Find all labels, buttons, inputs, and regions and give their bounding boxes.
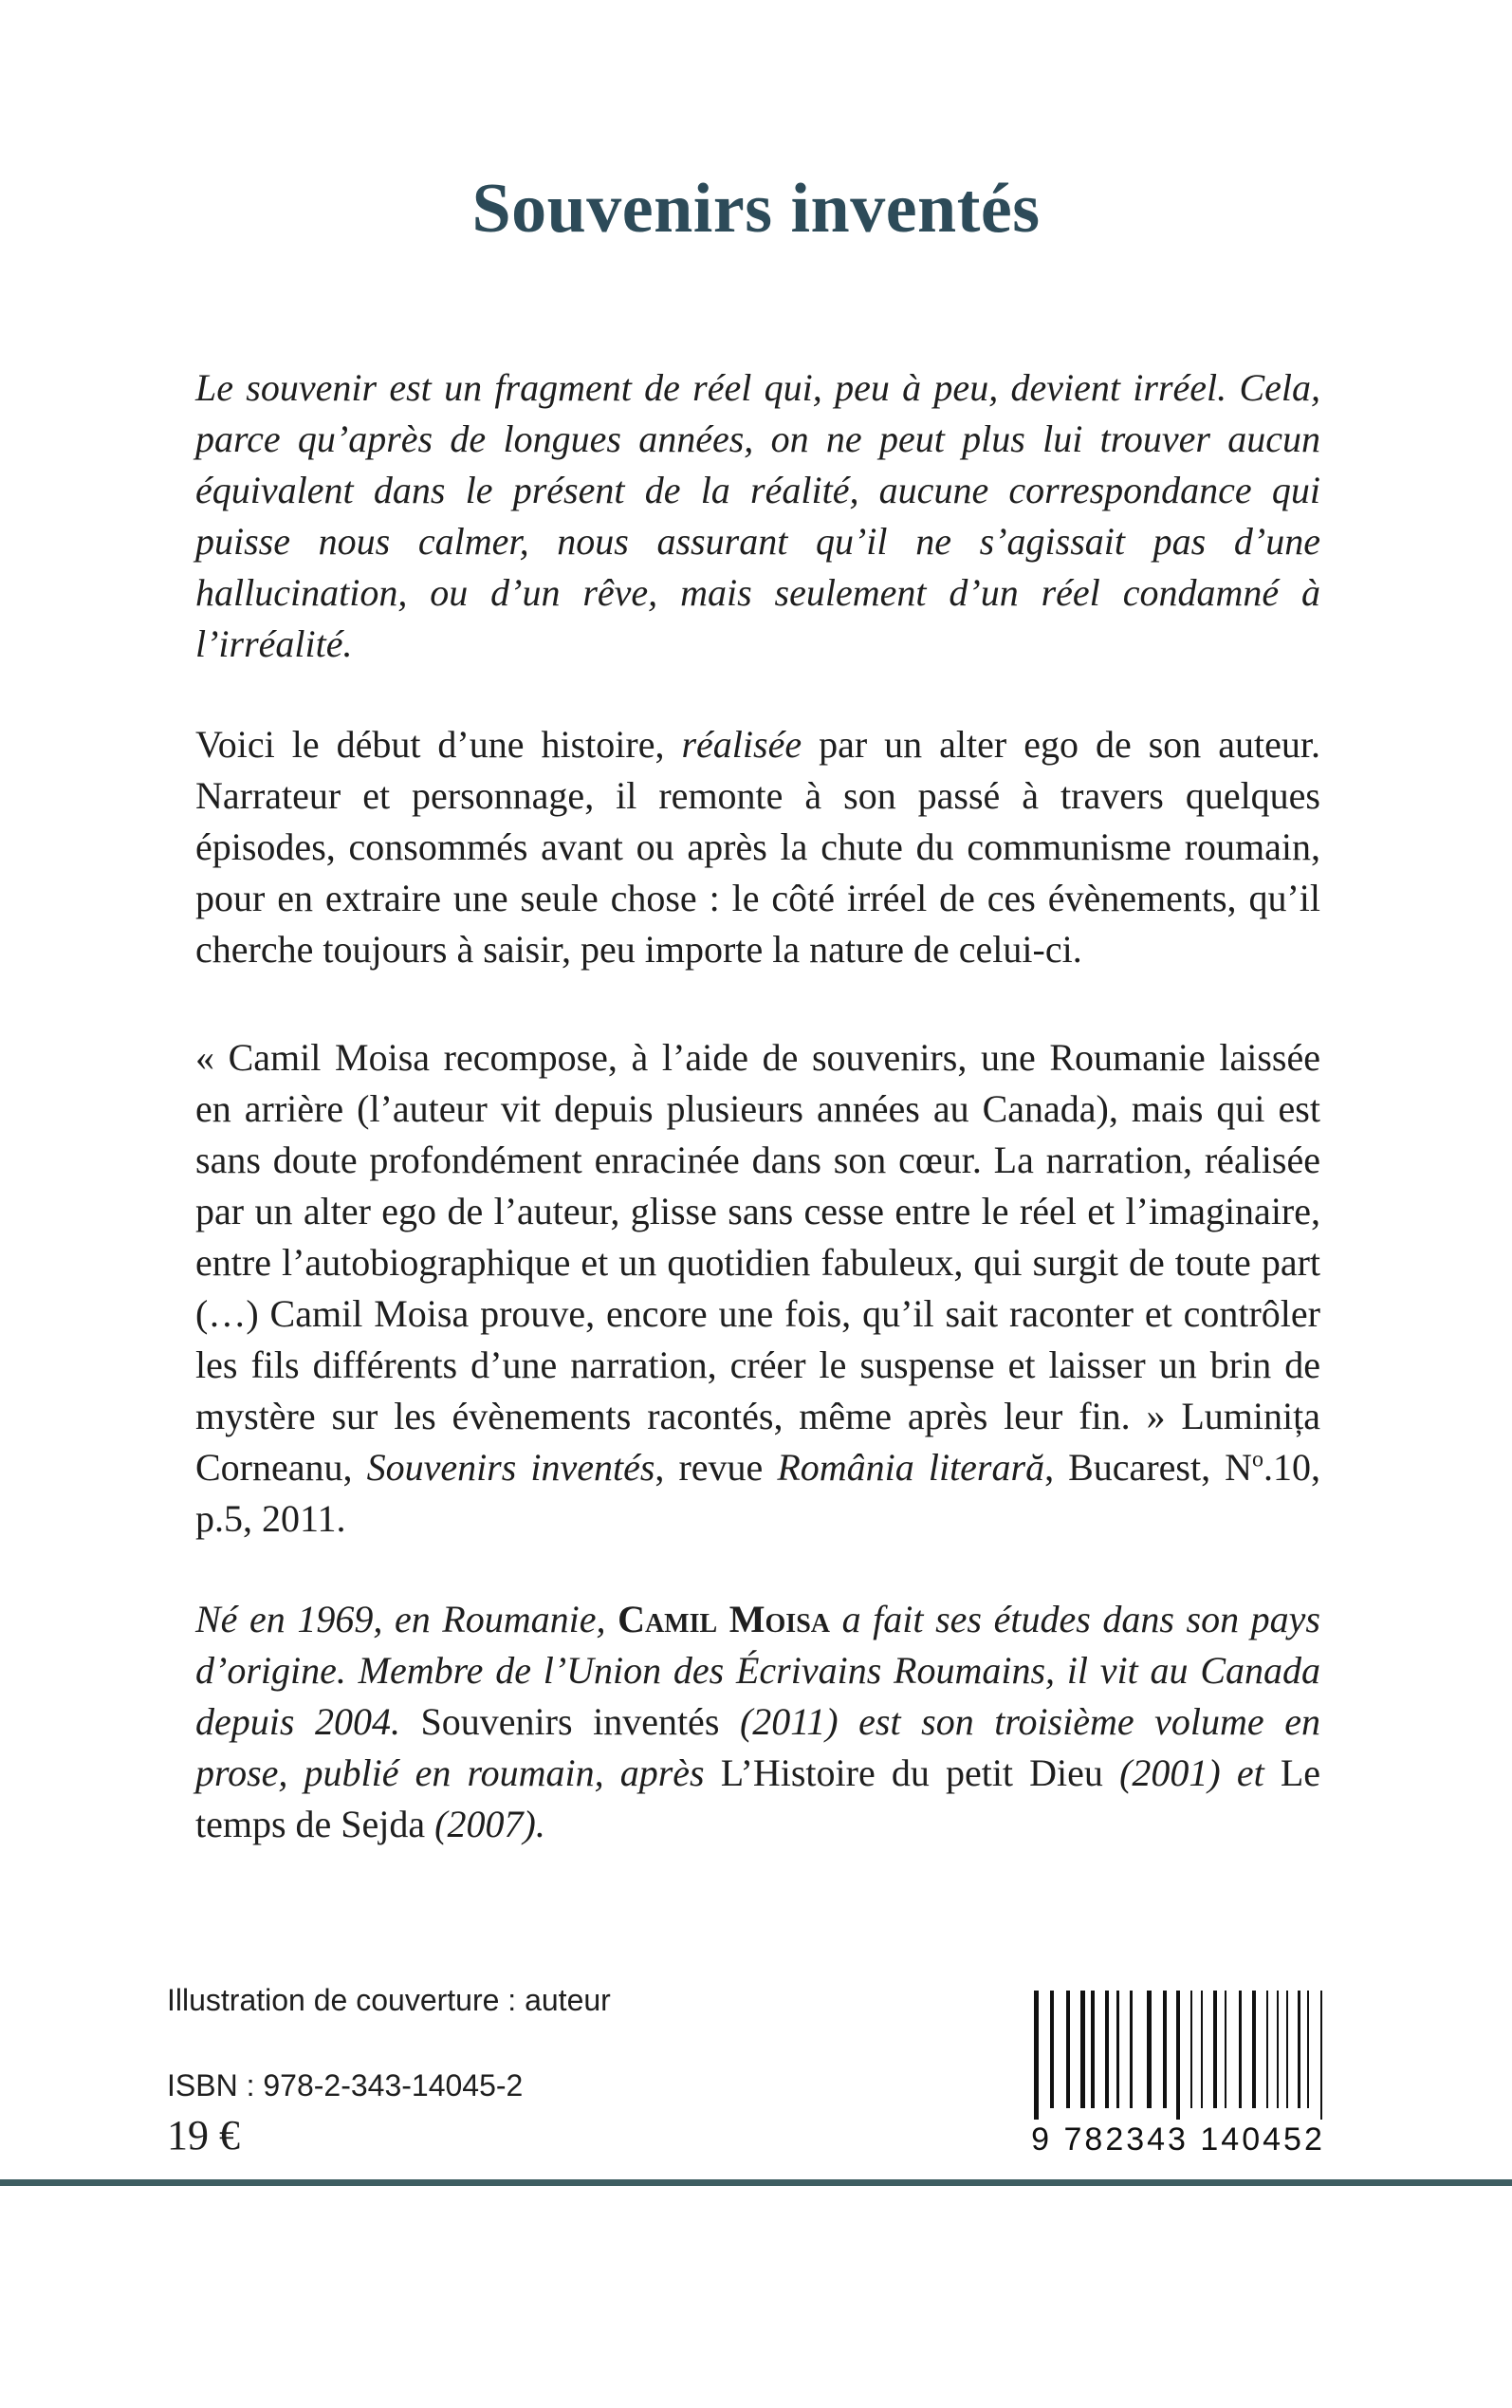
barcode-bar: [1091, 1991, 1095, 2108]
barcode-bar: [1239, 1991, 1242, 2108]
review-text: « Camil Moisa recompose, à l’aide de souvenirs, une Roumanie laissée en arrière (l’auteur vit depuis plusieurs années au Canada), mais qui est sans doute profondément enracinée dans son cœur. La narration, réalisée par un alter ego de l’auteur, glisse sans cesse entre le réel et l’imaginaire, entre l’autobiographique et un quotidien fabuleux, qui surgit de toute part (…) Camil Moisa prouve, encore une fois, qu’il sait raconter et contrôler les fils différents d’une narration, créer le suspense et laisser un brin de mystère sur les évènements racontés, même après leur fin. » Luminița Corneanu,: [195, 1036, 1320, 1489]
barcode-bar: [1277, 1991, 1279, 2108]
review-book-title: Souvenirs inventés: [366, 1446, 655, 1489]
summary-text-2: par un alter ego de son auteur. Narrateur et personnage, il remonte à son passé à travers quelques épisodes, consommés avant ou après la chute du communisme roumain, pour en extraire une seule chose : le côté irréel de ces évènements, qu’il cherche toujours à saisir, peu importe la nature de celui-ci.: [195, 723, 1321, 971]
barcode-bar: [1034, 1991, 1039, 2120]
barcode-bar: [1080, 1991, 1085, 2108]
barcode-bar: [1050, 1991, 1054, 2108]
isbn-number: ISBN : 978-2-343-14045-2: [167, 2068, 524, 2102]
isbn-barcode: [1026, 1987, 1330, 2176]
barcode-bars: [1026, 1987, 1330, 2120]
barcode-bar: [1066, 1991, 1070, 2108]
author-name: Camil Moisa: [618, 1598, 830, 1640]
summary-text-1: Voici le début d’une histoire,: [195, 723, 682, 766]
bio-text-1: Né en 1969, en Roumanie,: [195, 1598, 618, 1640]
cover-illustration-credit: Illustration de couverture : auteur: [167, 1983, 611, 2017]
review-journal-name: România literară: [777, 1446, 1045, 1489]
barcode-bar: [1266, 1991, 1268, 2108]
barcode-bar: [1190, 1991, 1192, 2108]
barcode-bar: [1163, 1991, 1167, 2108]
barcode-bar: [1286, 1991, 1288, 2108]
barcode-digits: 9 782343 140452: [1031, 2121, 1325, 2158]
barcode-bar: [1147, 1991, 1152, 2108]
barcode-bar: [1130, 1991, 1133, 2108]
summary-italic: réalisée: [681, 723, 802, 766]
bio-text-3: (2011) est son troisième volume en prose, publié en roumain, après: [195, 1700, 1320, 1794]
review-text-4: .10, p.5, 2011.: [195, 1446, 1321, 1540]
bio-text-5: (2007).: [425, 1803, 545, 1845]
price: 19 €: [167, 2112, 240, 2158]
review-number-sup: o: [1252, 1447, 1264, 1473]
barcode-bar: [1105, 1991, 1109, 2108]
barcode-bar: [1225, 1991, 1226, 2108]
bio-text-2: a fait ses études dans son pays d’origine. Membre de l’Union des Écrivains Roumains, il vit au Canada depuis 2004.: [195, 1598, 1320, 1743]
author-bio-paragraph: [195, 1594, 1320, 1850]
barcode-bar: [1116, 1991, 1119, 2108]
review-text-2: , revue: [655, 1446, 778, 1489]
barcode-bar: [1176, 1991, 1180, 2120]
epigraph-paragraph: Le souvenir est un fragment de réel qui, peu à peu, devient irréel. Cela, parce qu’après de longues années, on ne peut plus lui trouver aucun équivalent dans le présent de la réalité, aucune correspondance qui puisse nous calmer, nous assurant qu’il ne s’agissait pas d’une hallucination, ou d’un rêve, mais seulement d’un réel condamné à l’irréalité.: [195, 366, 1320, 665]
barcode-bar: [1298, 1991, 1300, 2108]
bio-book-title-3: Le temps de Sejda: [195, 1751, 1321, 1845]
barcode-bar: [1307, 1991, 1309, 2108]
bio-text-4: (2001) et: [1102, 1751, 1281, 1794]
review-text-3: , Bucarest, N: [1044, 1446, 1253, 1489]
barcode-bar: [1201, 1991, 1203, 2108]
bottom-divider: [0, 2179, 1512, 2186]
bio-book-title-1: Souvenirs inventés: [420, 1700, 720, 1743]
summary-paragraph: [195, 719, 1320, 975]
barcode-bar: [1320, 1991, 1322, 2120]
barcode-bar: [1252, 1991, 1256, 2108]
book-title: Souvenirs inventés: [471, 170, 1041, 248]
barcode-bar: [1213, 1991, 1217, 2108]
bio-book-title-2: L’Histoire du petit Dieu: [720, 1751, 1103, 1794]
review-quote-paragraph: [195, 1032, 1320, 1545]
